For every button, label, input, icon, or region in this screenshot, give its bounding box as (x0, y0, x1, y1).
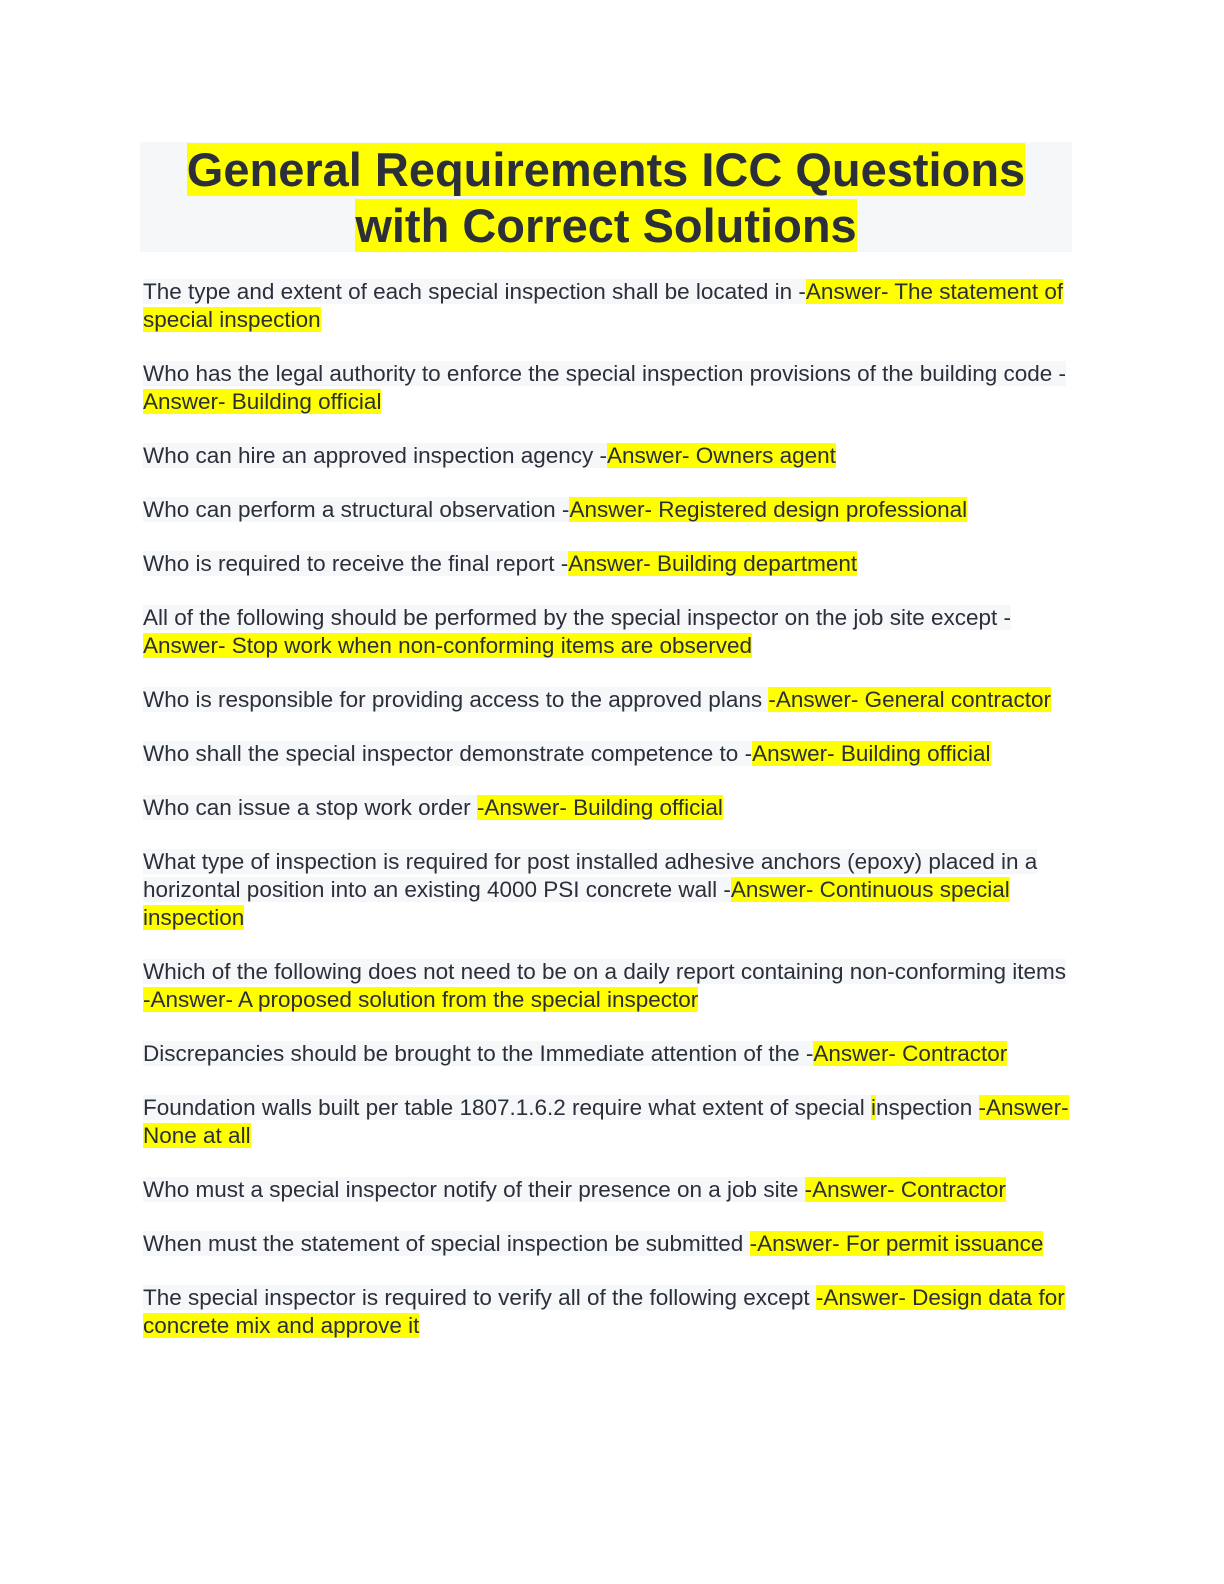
answer-text: Answer- Contractor (813, 1041, 1008, 1066)
qa-item-4 (143, 496, 1073, 524)
question-text: The special inspector is required to verify all of the following except (143, 1285, 816, 1310)
question-text: Who can hire an approved inspection agency - (143, 443, 608, 468)
qa-item-16 (143, 1284, 1073, 1340)
answer-text: -Answer- None at all (143, 1095, 1069, 1148)
qa-item-2 (143, 360, 1073, 416)
qa-item-8 (143, 740, 1073, 768)
qa-item-10 (143, 848, 1073, 932)
qa-item-9 (143, 794, 1073, 822)
answer-text: -Answer- Building official (476, 795, 723, 820)
question-text: Who has the legal authority to enforce the special inspection provisions of the building code - (143, 361, 1067, 386)
qa-item-12 (143, 1040, 1073, 1068)
question-text: The type and extent of each special inspection shall be located in - (143, 279, 806, 304)
question-text: When must the statement of special inspection be submitted (143, 1231, 750, 1256)
answer-text: Answer- Building official (752, 741, 991, 766)
qa-item-7 (143, 686, 1073, 714)
qa-item-5 (143, 550, 1073, 578)
answer-text: -Answer- Contractor (804, 1177, 1006, 1202)
qa-item-14 (143, 1176, 1073, 1204)
qa-item-15 (143, 1230, 1073, 1258)
qa-item-3 (143, 442, 1073, 470)
qa-item-1 (143, 278, 1073, 334)
question-text: Which of the following does not need to be on a daily report containing non-conforming items (143, 959, 1067, 984)
answer-text: Answer- Registered design professional (569, 497, 968, 522)
answer-text: Answer- Owners agent (607, 443, 836, 468)
qa-list (143, 278, 1073, 1366)
qa-item-13 (143, 1094, 1073, 1150)
question-text: Who can perform a structural observation - (143, 497, 570, 522)
qa-item-6 (143, 604, 1073, 660)
question-text: What type of inspection is required for post installed adhesive anchors (epoxy) placed in a horizontal position into an existing 4000 PSI concrete wall - (143, 849, 1038, 902)
answer-text: Answer- Continuous special inspection (143, 877, 1010, 930)
title-line-1 (140, 142, 1072, 198)
question-text: Who is required to receive the final report - (143, 551, 569, 576)
question-text-end: nspection (875, 1095, 979, 1120)
answer-text: Answer- Building department (568, 551, 858, 576)
title-line-2-text: with Correct Solutions (355, 199, 857, 252)
answer-text: Answer- Stop work when non-conforming items are observed (143, 633, 753, 658)
title-line-2 (140, 198, 1072, 254)
question-text: Who can issue a stop work order (143, 795, 477, 820)
question-text: Who is responsible for providing access to the approved plans (143, 687, 769, 712)
question-text: Foundation walls built per table 1807.1.6.2 require what extent of special (143, 1095, 871, 1120)
title-block (140, 142, 1072, 252)
question-text: Who shall the special inspector demonstrate competence to - (143, 741, 753, 766)
answer-text: -Answer- For permit issuance (749, 1231, 1044, 1256)
question-highlight: i (870, 1095, 876, 1120)
question-text: All of the following should be performed by the special inspector on the job site except - (143, 605, 1011, 630)
answer-text: Answer- Building official (143, 389, 382, 414)
answer-text: -Answer- Design data for concrete mix and approve it (143, 1285, 1065, 1338)
question-text: Who must a special inspector notify of their presence on a job site (143, 1177, 805, 1202)
answer-text: -Answer- A proposed solution from the special inspector (143, 987, 699, 1012)
answer-text: -Answer- General contractor (768, 687, 1051, 712)
question-text: Discrepancies should be brought to the Immediate attention of the - (143, 1041, 814, 1066)
qa-item-11 (143, 958, 1073, 1014)
answer-text: Answer- The statement of special inspection (143, 279, 1064, 332)
title-line-1-text: General Requirements ICC Questions (186, 143, 1026, 196)
